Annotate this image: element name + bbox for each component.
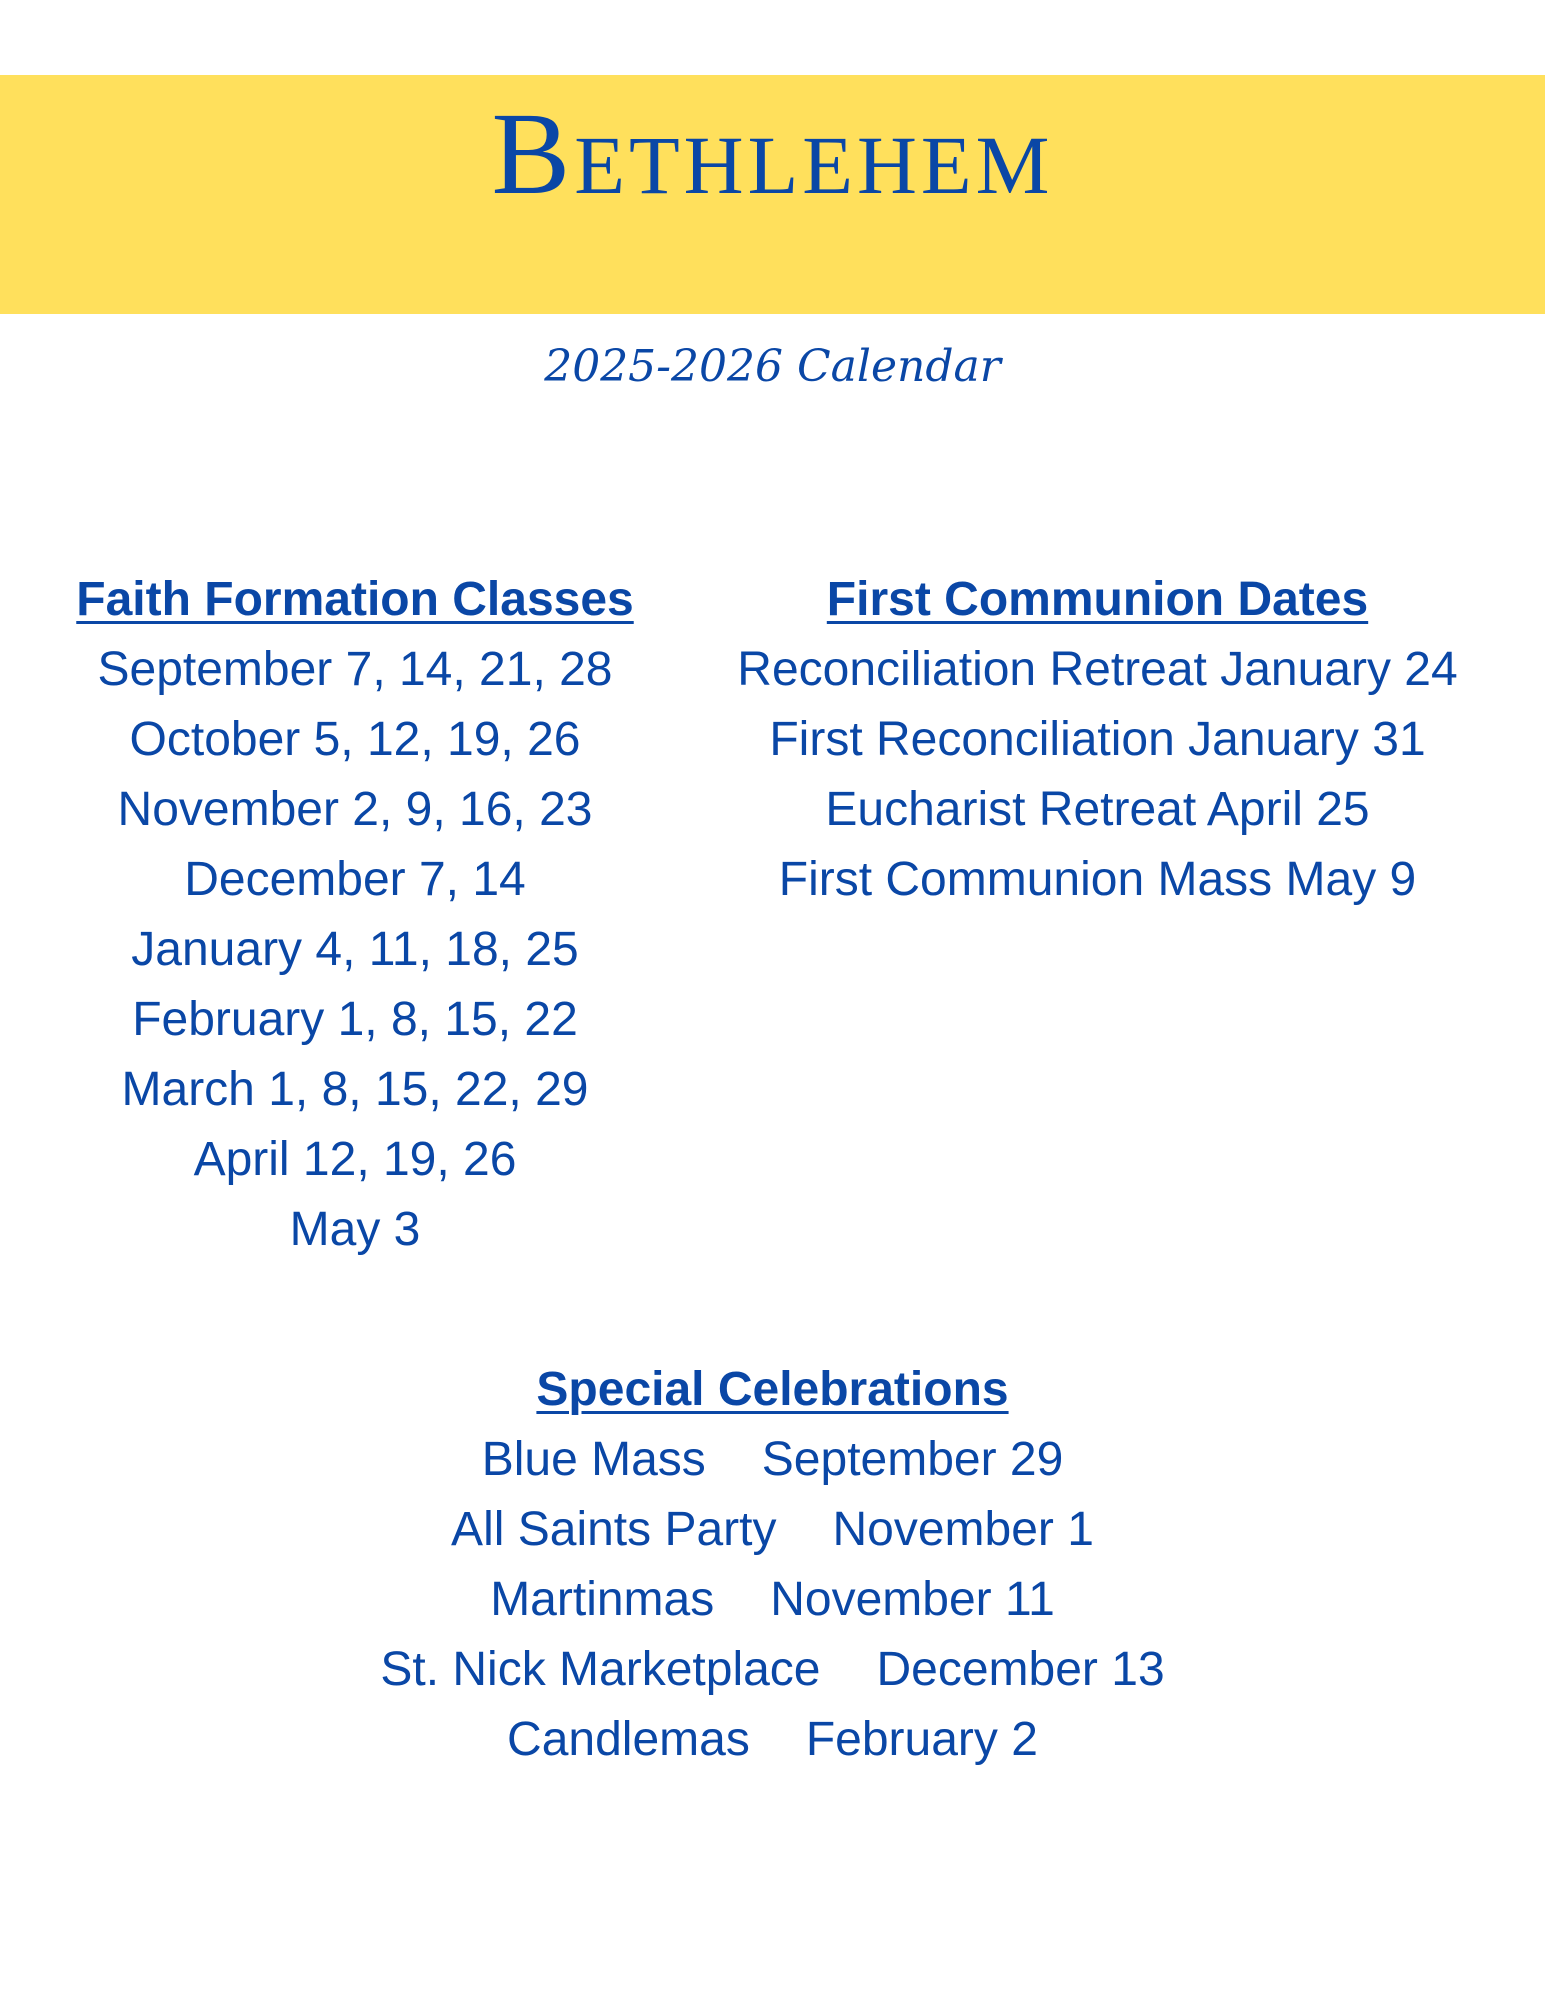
first-communion-item: Reconciliation Retreat January 24: [737, 643, 1458, 696]
celebration-row: [200, 1425, 1345, 1495]
faith-formation-item: September 7, 14, 21, 28: [97, 643, 613, 696]
special-celebrations-heading: Special Celebrations: [536, 1363, 1009, 1416]
first-communion-section: [680, 565, 1515, 915]
celebration-row: [200, 1495, 1345, 1565]
celebration-date: December 13: [876, 1643, 1165, 1696]
faith-formation-item: December 7, 14: [184, 853, 526, 906]
faith-formation-item: November 2, 9, 16, 23: [117, 783, 593, 836]
celebration-date: November 11: [770, 1573, 1055, 1626]
celebration-row: [200, 1565, 1345, 1635]
faith-formation-heading: Faith Formation Classes: [76, 573, 634, 626]
celebration-date: September 29: [761, 1433, 1064, 1486]
celebration-name: Martinmas: [490, 1573, 715, 1626]
first-communion-heading: First Communion Dates: [826, 573, 1369, 626]
faith-formation-item: February 1, 8, 15, 22: [132, 993, 578, 1046]
celebration-name: Blue Mass: [481, 1433, 706, 1486]
celebration-row: [200, 1635, 1345, 1705]
celebration-name: All Saints Party: [451, 1503, 777, 1556]
faith-formation-item: April 12, 19, 26: [193, 1133, 517, 1186]
first-communion-item: Eucharist Retreat April 25: [825, 783, 1370, 836]
faith-formation-item: October 5, 12, 19, 26: [129, 713, 581, 766]
page-title: Bethlehem: [491, 88, 1054, 219]
faith-formation-item: May 3: [289, 1203, 421, 1256]
faith-formation-item: March 1, 8, 15, 22, 29: [121, 1063, 589, 1116]
celebration-name: St. Nick Marketplace: [380, 1643, 821, 1696]
celebration-row: [200, 1705, 1345, 1775]
special-celebrations-section: [200, 1355, 1345, 1775]
celebration-date: November 1: [832, 1503, 1094, 1556]
calendar-subtitle: 2025-2026 Calendar: [544, 341, 1001, 392]
faith-formation-section: [40, 565, 670, 1265]
celebration-name: Candlemas: [507, 1713, 750, 1766]
celebration-date: February 2: [805, 1713, 1038, 1766]
first-communion-item: First Reconciliation January 31: [769, 713, 1426, 766]
first-communion-item: First Communion Mass May 9: [778, 853, 1417, 906]
faith-formation-item: January 4, 11, 18, 25: [131, 923, 579, 976]
